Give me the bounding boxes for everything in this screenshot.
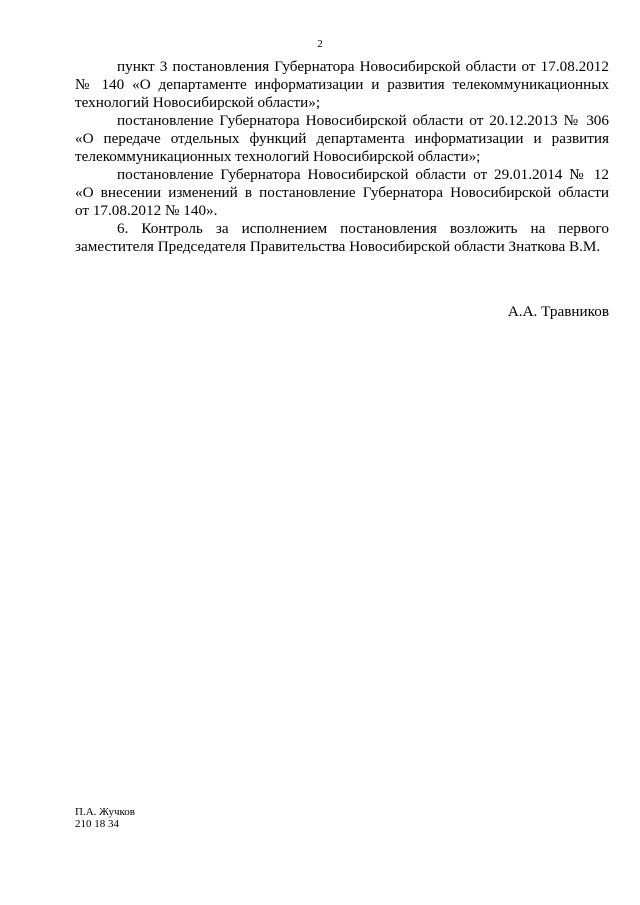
executor-block <box>75 806 135 830</box>
executor-phone: 210 18 34 <box>75 818 119 830</box>
paragraph-resolution-12 <box>75 166 609 220</box>
paragraph-line: технологий Новосибирской области»; <box>75 94 321 111</box>
paragraph-line: 6. Контроль за исполнением постановления возложить на первого <box>117 220 609 237</box>
executor-name: П.А. Жучков <box>75 806 135 818</box>
paragraph-line: от 17.08.2012 № 140». <box>75 202 218 219</box>
paragraph-line: телекоммуникационных технологий Новосибирской области»; <box>75 148 481 165</box>
paragraph-resolution-306 <box>75 112 609 166</box>
page-number: 2 <box>317 38 323 50</box>
signature-name: А.А. Травников <box>507 303 609 320</box>
paragraph-line: постановление Губернатора Новосибирской области от 29.01.2014 № 12 <box>117 166 609 183</box>
paragraph-line: постановление Губернатора Новосибирской области от 20.12.2013 № 306 <box>117 112 609 129</box>
paragraph-control-clause <box>75 220 609 256</box>
paragraph-line: № 140 «О департаменте информатизации и развития телекоммуникационных <box>75 76 609 93</box>
paragraph-line: пункт 3 постановления Губернатора Новосибирской области от 17.08.2012 <box>117 58 609 75</box>
paragraph-line: «О внесении изменений в постановление Губернатора Новосибирской области <box>75 184 609 201</box>
paragraph-line: заместителя Председателя Правительства Новосибирской области Знаткова В.М. <box>75 238 601 255</box>
paragraph-line: «О передаче отдельных функций департамента информатизации и развития <box>75 130 609 147</box>
document-body <box>75 58 609 256</box>
paragraph-item-3 <box>75 58 609 112</box>
